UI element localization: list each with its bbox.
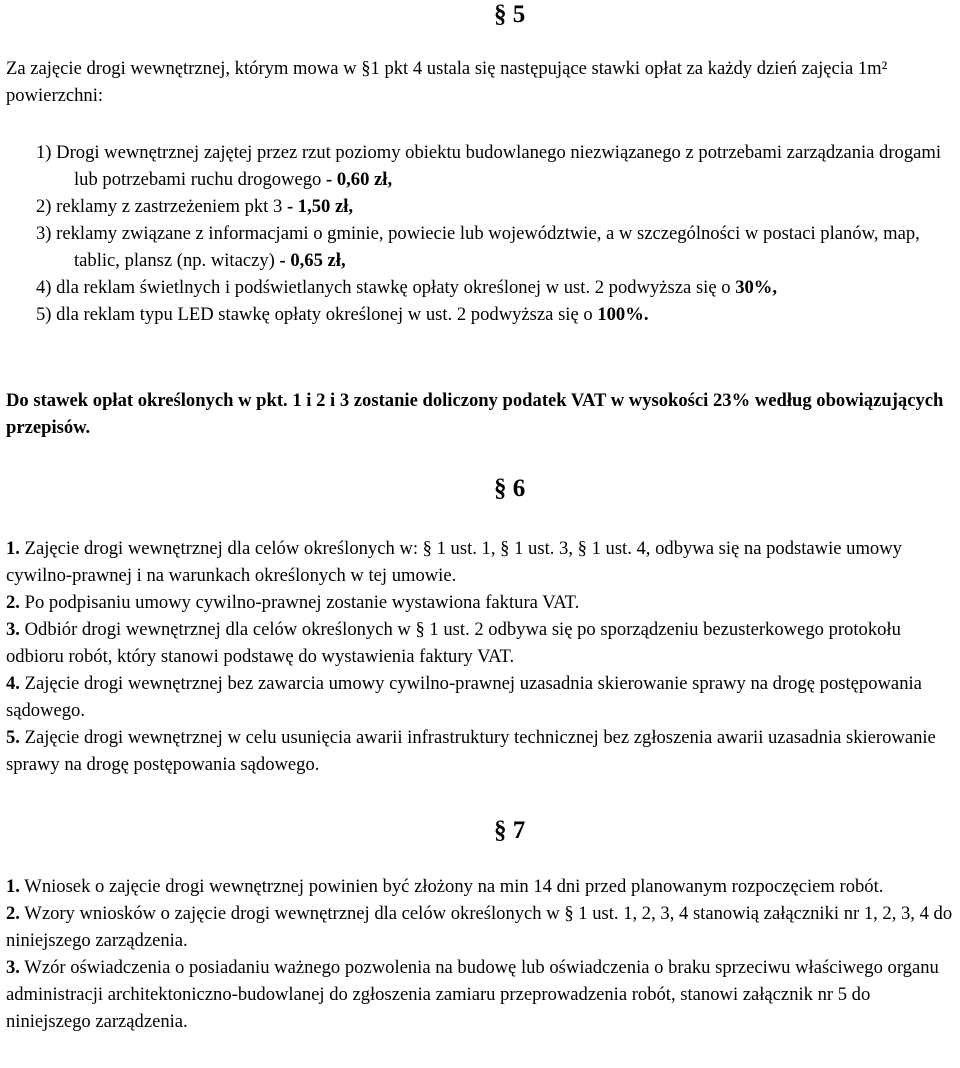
section-7-item-3: [6, 954, 958, 1035]
item-text: Zajęcie drogi wewnętrznej w celu usunięcia awarii infrastruktury technicznej bez zgłoszenia awarii uzasadnia skierowanie sprawy na drogę postępowania sądowego.: [6, 727, 936, 775]
vat-note: Do stawek opłat określonych w pkt. 1 i 2 i 3 zostanie doliczony podatek VAT w wysokości 23% według obowiązujących przepisów.: [6, 390, 944, 438]
item-number: 3.: [6, 957, 20, 978]
section-heading-5: § 5: [494, 1, 526, 28]
rate-item-number: 1): [36, 142, 52, 163]
rate-item-value: - 1,50 zł,: [286, 196, 354, 217]
rate-item-2: [6, 193, 958, 220]
item-text: Odbiór drogi wewnętrznej dla celów określonych w § 1 ust. 2 odbywa się po sporządzeniu bezusterkowego protokołu odbioru robót, który stanowi podstawę do wystawienia faktury VAT.: [6, 619, 901, 667]
section-6-item-2: [6, 589, 958, 616]
item-number: 1.: [6, 538, 20, 559]
rate-item-5: [6, 301, 958, 328]
rate-item-1: [6, 139, 958, 193]
item-number: 1.: [6, 876, 20, 897]
item-text: Wzory wniosków o zajęcie drogi wewnętrznej dla celów określonych w § 1 ust. 1, 2, 3, 4 stanowią załączniki nr 1, 2, 3, 4 do niniejszego zarządzenia.: [6, 903, 953, 951]
section-heading-7: § 7: [494, 817, 526, 844]
section-7-item-2: [6, 900, 958, 954]
rate-item-value: - 0,65 zł,: [279, 250, 346, 271]
item-text: Zajęcie drogi wewnętrznej bez zawarcia umowy cywilno-prawnej uzasadnia skierowanie sprawy na drogę postępowania sądowego.: [6, 673, 922, 721]
rate-item-number: 3): [36, 223, 52, 244]
rate-item-text: Drogi wewnętrznej zajętej przez rzut poziomy obiektu budowlanego niezwiązanego z potrzebami zarządzania drogami lub potrzebami ruchu drogowego: [56, 142, 942, 190]
rate-item-number: 2): [36, 196, 52, 217]
vat-note-block: [6, 387, 958, 441]
item-number: 2.: [6, 592, 20, 613]
section-6-item-5: [6, 724, 958, 778]
item-text: Wniosek o zajęcie drogi wewnętrznej powinien być złożony na min 14 dni przed planowanym rozpoczęciem robót.: [24, 876, 884, 897]
rate-item-text: dla reklam typu LED stawkę opłaty określonej w ust. 2 podwyższa się o: [56, 304, 593, 325]
section-7-list: [6, 873, 958, 1035]
rate-item-text: reklamy z zastrzeżeniem pkt 3: [56, 196, 283, 217]
section-6-list: [6, 535, 958, 778]
item-number: 4.: [6, 673, 20, 694]
rate-item-text: reklamy związane z informacjami o gminie, powiecie lub województwie, a w szczególności w postaci planów, map, tablic, plansz (np. witaczy): [56, 223, 920, 271]
rate-item-4: [6, 274, 958, 301]
item-number: 5.: [6, 727, 20, 748]
rate-item-value: - 0,60 zł,: [326, 169, 393, 190]
rate-item-3: [6, 220, 958, 274]
item-text: Wzór oświadczenia o posiadaniu ważnego pozwolenia na budowę lub oświadczenia o braku sprzeciwu właściwego organu administracji architektoniczno-budowlanej do zgłoszenia zamiaru przeprowadzenia robót, stanowi załącznik nr 5 do niniejszego zarządzenia.: [6, 957, 939, 1032]
item-text: Zajęcie drogi wewnętrznej dla celów określonych w: § 1 ust. 1, § 1 ust. 3, § 1 ust. 4, odbywa się na podstawie umowy cywilno-prawnej i na warunkach określonych w tej umowie.: [6, 538, 902, 586]
rates-list: [6, 139, 958, 328]
section-6-item-4: [6, 670, 958, 724]
item-number: 3.: [6, 619, 20, 640]
rate-item-number: 5): [36, 304, 52, 325]
section-5-intro: Za zajęcie drogi wewnętrznej, którym mowa w §1 pkt 4 ustala się następujące stawki opłat za każdy dzień zajęcia 1m² powierzchni:: [6, 58, 888, 106]
section-7-item-1: [6, 873, 958, 900]
rate-item-value: 100%.: [597, 304, 649, 325]
item-text: Po podpisaniu umowy cywilno-prawnej zostanie wystawiona faktura VAT.: [24, 592, 580, 613]
section-6-item-1: [6, 535, 958, 589]
rate-item-text: dla reklam świetlnych i podświetlanych stawkę opłaty określonej w ust. 2 podwyższa się o: [56, 277, 731, 298]
section-6-item-3: [6, 616, 958, 670]
section-heading-6: § 6: [494, 475, 526, 502]
rate-item-value: 30%,: [735, 277, 778, 298]
rate-item-number: 4): [36, 277, 52, 298]
item-number: 2.: [6, 903, 20, 924]
section-5-body: [6, 55, 958, 109]
